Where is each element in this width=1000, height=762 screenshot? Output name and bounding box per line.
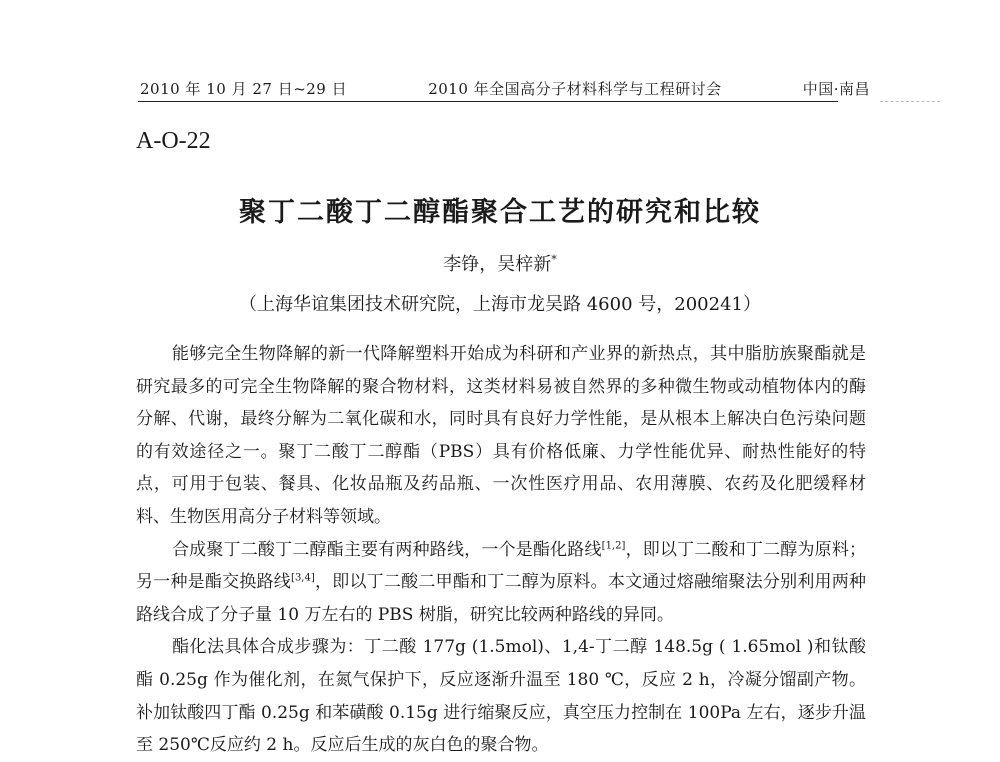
paragraph-routes-part1: 合成聚丁二酸丁二醇酯主要有两种路线，一个是酯化路线 [172, 539, 602, 560]
paragraph-synthesis: 酯化法具体合成步骤为：丁二酸 177g (1.5mol)、1,4-丁二醇 148.5g ( 1.65mol )和钛酸酯 0.25g 作为催化剂，在氮气保护下，反应逐渐升温至 180 ℃，反应 2 h，冷凝分馏副产物。补加钛酸四丁酯 0.25g 和苯磺酸 0.15g 进行缩聚反应，真空压力控制在 100Pa 左右，逐步升温至 250℃反应约 2 h。反应后生成的灰白色的聚合物。 [136, 637, 866, 756]
running-header [140, 78, 870, 99]
header-location: 中国·南昌 [802, 80, 870, 98]
corresponding-author-mark: * [551, 253, 557, 266]
paragraph-intro: 能够完全生物降解的新一代降解塑料开始成为科研和产业界的新热点，其中脂肪族聚酯就是研究最多的可完全生物降解的聚合物材料，这类材料易被自然界的多种微生物或动植物体内的酶分解、代谢，最终分解为二氧化碳和水，同时具有良好力学性能，是从根本上解决白色污染问题的有效途径之一。聚丁二酸丁二醇酯（PBS）具有价格低廉、力学性能优异、耐热性能好的特点，可用于包装、餐具、化妆品瓶及药品瓶、一次性医疗用品、农用薄膜、农药及化肥缓释材料、生物医用高分子材料等领域。 [136, 344, 866, 527]
paper-title: 聚丁二酸丁二醇酯聚合工艺的研究和比较 [239, 197, 761, 228]
citation-ref: [3,4] [291, 572, 315, 584]
citation-ref: [1,2] [601, 539, 626, 551]
header-conference: 2010 年全国高分子材料科学与工程研讨会 [428, 80, 722, 98]
abstract-body [136, 338, 866, 762]
author-names: 李铮，吴梓新 [443, 254, 552, 275]
header-date: 2010 年 10 月 27 日~29 日 [140, 80, 348, 98]
paragraph-routes-part3: ，即以丁二酸二甲酯和丁二醇为原料。本文通过熔融缩聚法分别利用两种路线合成了分子量 10 万左右的 PBS 树脂，研究比较两种路线的异同。 [136, 572, 867, 625]
affiliation: （上海华谊集团技术研究院，上海市龙吴路 4600 号，200241） [239, 294, 761, 315]
paragraph-routes [136, 534, 866, 632]
author-line [0, 250, 1000, 276]
paragraph-routes-part2: ，即以丁二酸和丁二醇为原料；另一种是酯交换路线 [136, 539, 867, 593]
paper-id: A-O-22 [136, 128, 211, 154]
header-rule [138, 101, 838, 102]
header-tail-rule [880, 101, 940, 102]
